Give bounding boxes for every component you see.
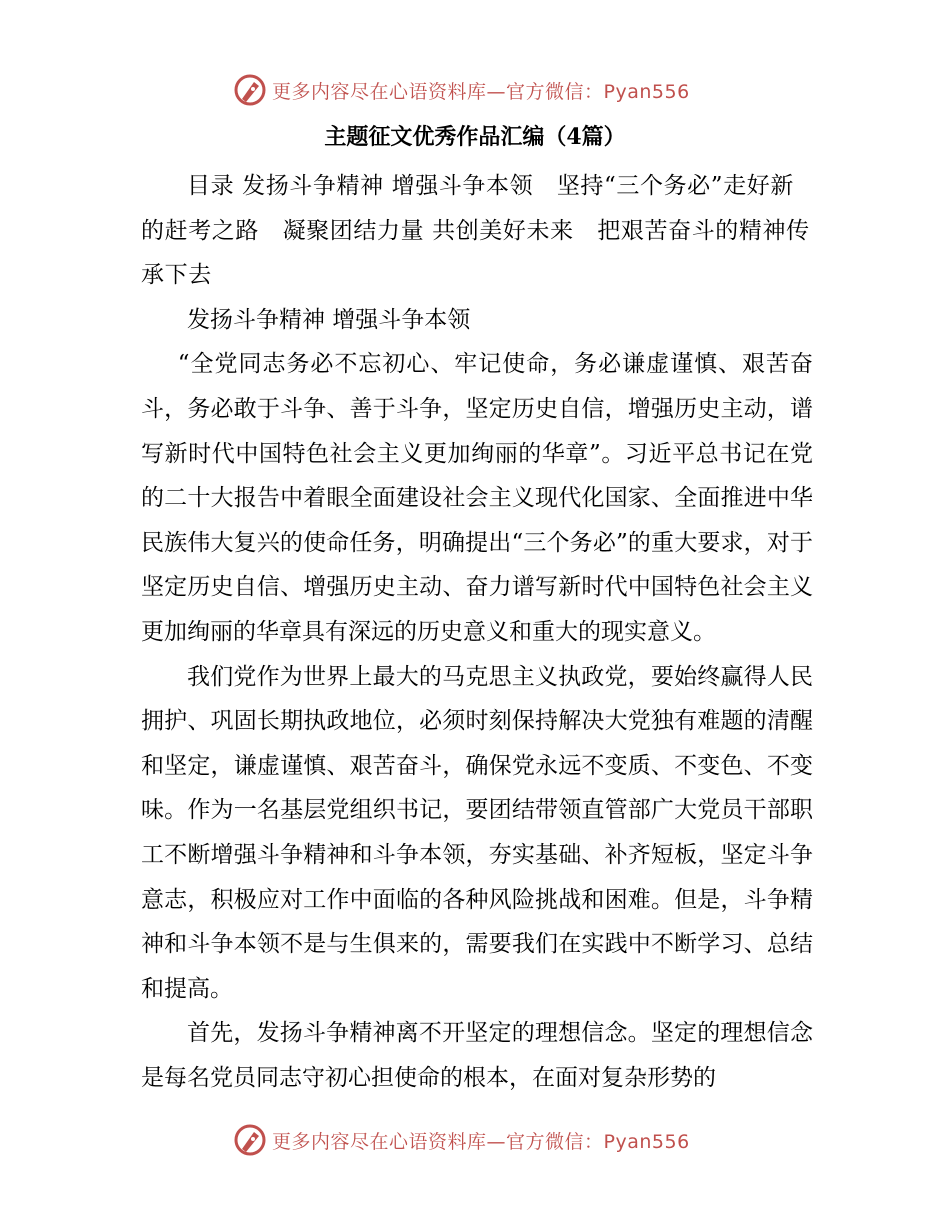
- header-banner-text: 更多内容尽在心语资料库—官方微信：Pyan556: [272, 80, 690, 103]
- footer-banner-text: 更多内容尽在心语资料库—官方微信：Pyan556: [272, 1130, 690, 1153]
- footer-banner: [232, 1120, 690, 1160]
- body-paragraph: 我们党作为世界上最大的马克思主义执政党，要始终赢得人民拥护、巩固长期执政地位，必须时刻保持解决大党独有难题的清醒和坚定，谦虚谨慎、艰苦奋斗，确保党永远不变质、不变色、不变味。作为一名基层党组织书记，要团结带领直管部广大党员干部职工不断增强斗争精神和斗争本领，夯实基础、补齐短板，坚定斗争意志，积极应对工作中面临的各种风险挑战和困难。但是，斗争精神和斗争本领不是与生俱来的，需要我们在实践中不断学习、总结和提高。: [141, 663, 813, 1002]
- header-banner: [232, 70, 690, 110]
- body-paragraph: 首先，发扬斗争精神离不开坚定的理想信念。坚定的理想信念是每名党员同志守初心担使命的根本，在面对复杂形势的: [141, 1020, 813, 1091]
- table-of-contents: 目录 发扬斗争精神 增强斗争本领 坚持“三个务必”走好新的赶考之路 凝聚团结力量 共创美好未来 把艰苦奋斗的精神传承下去: [141, 173, 810, 289]
- document-body: [141, 164, 813, 1100]
- document-title: 主题征文优秀作品汇编（4篇）: [324, 124, 626, 150]
- body-paragraph: “全党同志务必不忘初心、牢记使命，务必谦虚谨慎、艰苦奋斗，务必敢于斗争、善于斗争，坚定历史自信，增强历史主动，谱写新时代中国特色社会主义更加绚丽的华章”。习近平总书记在党的二十大报告中着眼全面建设社会主义现代化国家、全面推进中华民族伟大复兴的使命任务，明确提出“三个务必”的重大要求，对于坚定历史自信、增强历史主动、奋力谱写新时代中国特色社会主义更加绚丽的华章具有深远的历史意义和重大的现实意义。: [141, 351, 813, 645]
- pen-nib-circle-icon: [232, 1122, 268, 1158]
- section-heading: 发扬斗争精神 增强斗争本领: [187, 306, 471, 333]
- pen-nib-circle-icon: [232, 72, 268, 108]
